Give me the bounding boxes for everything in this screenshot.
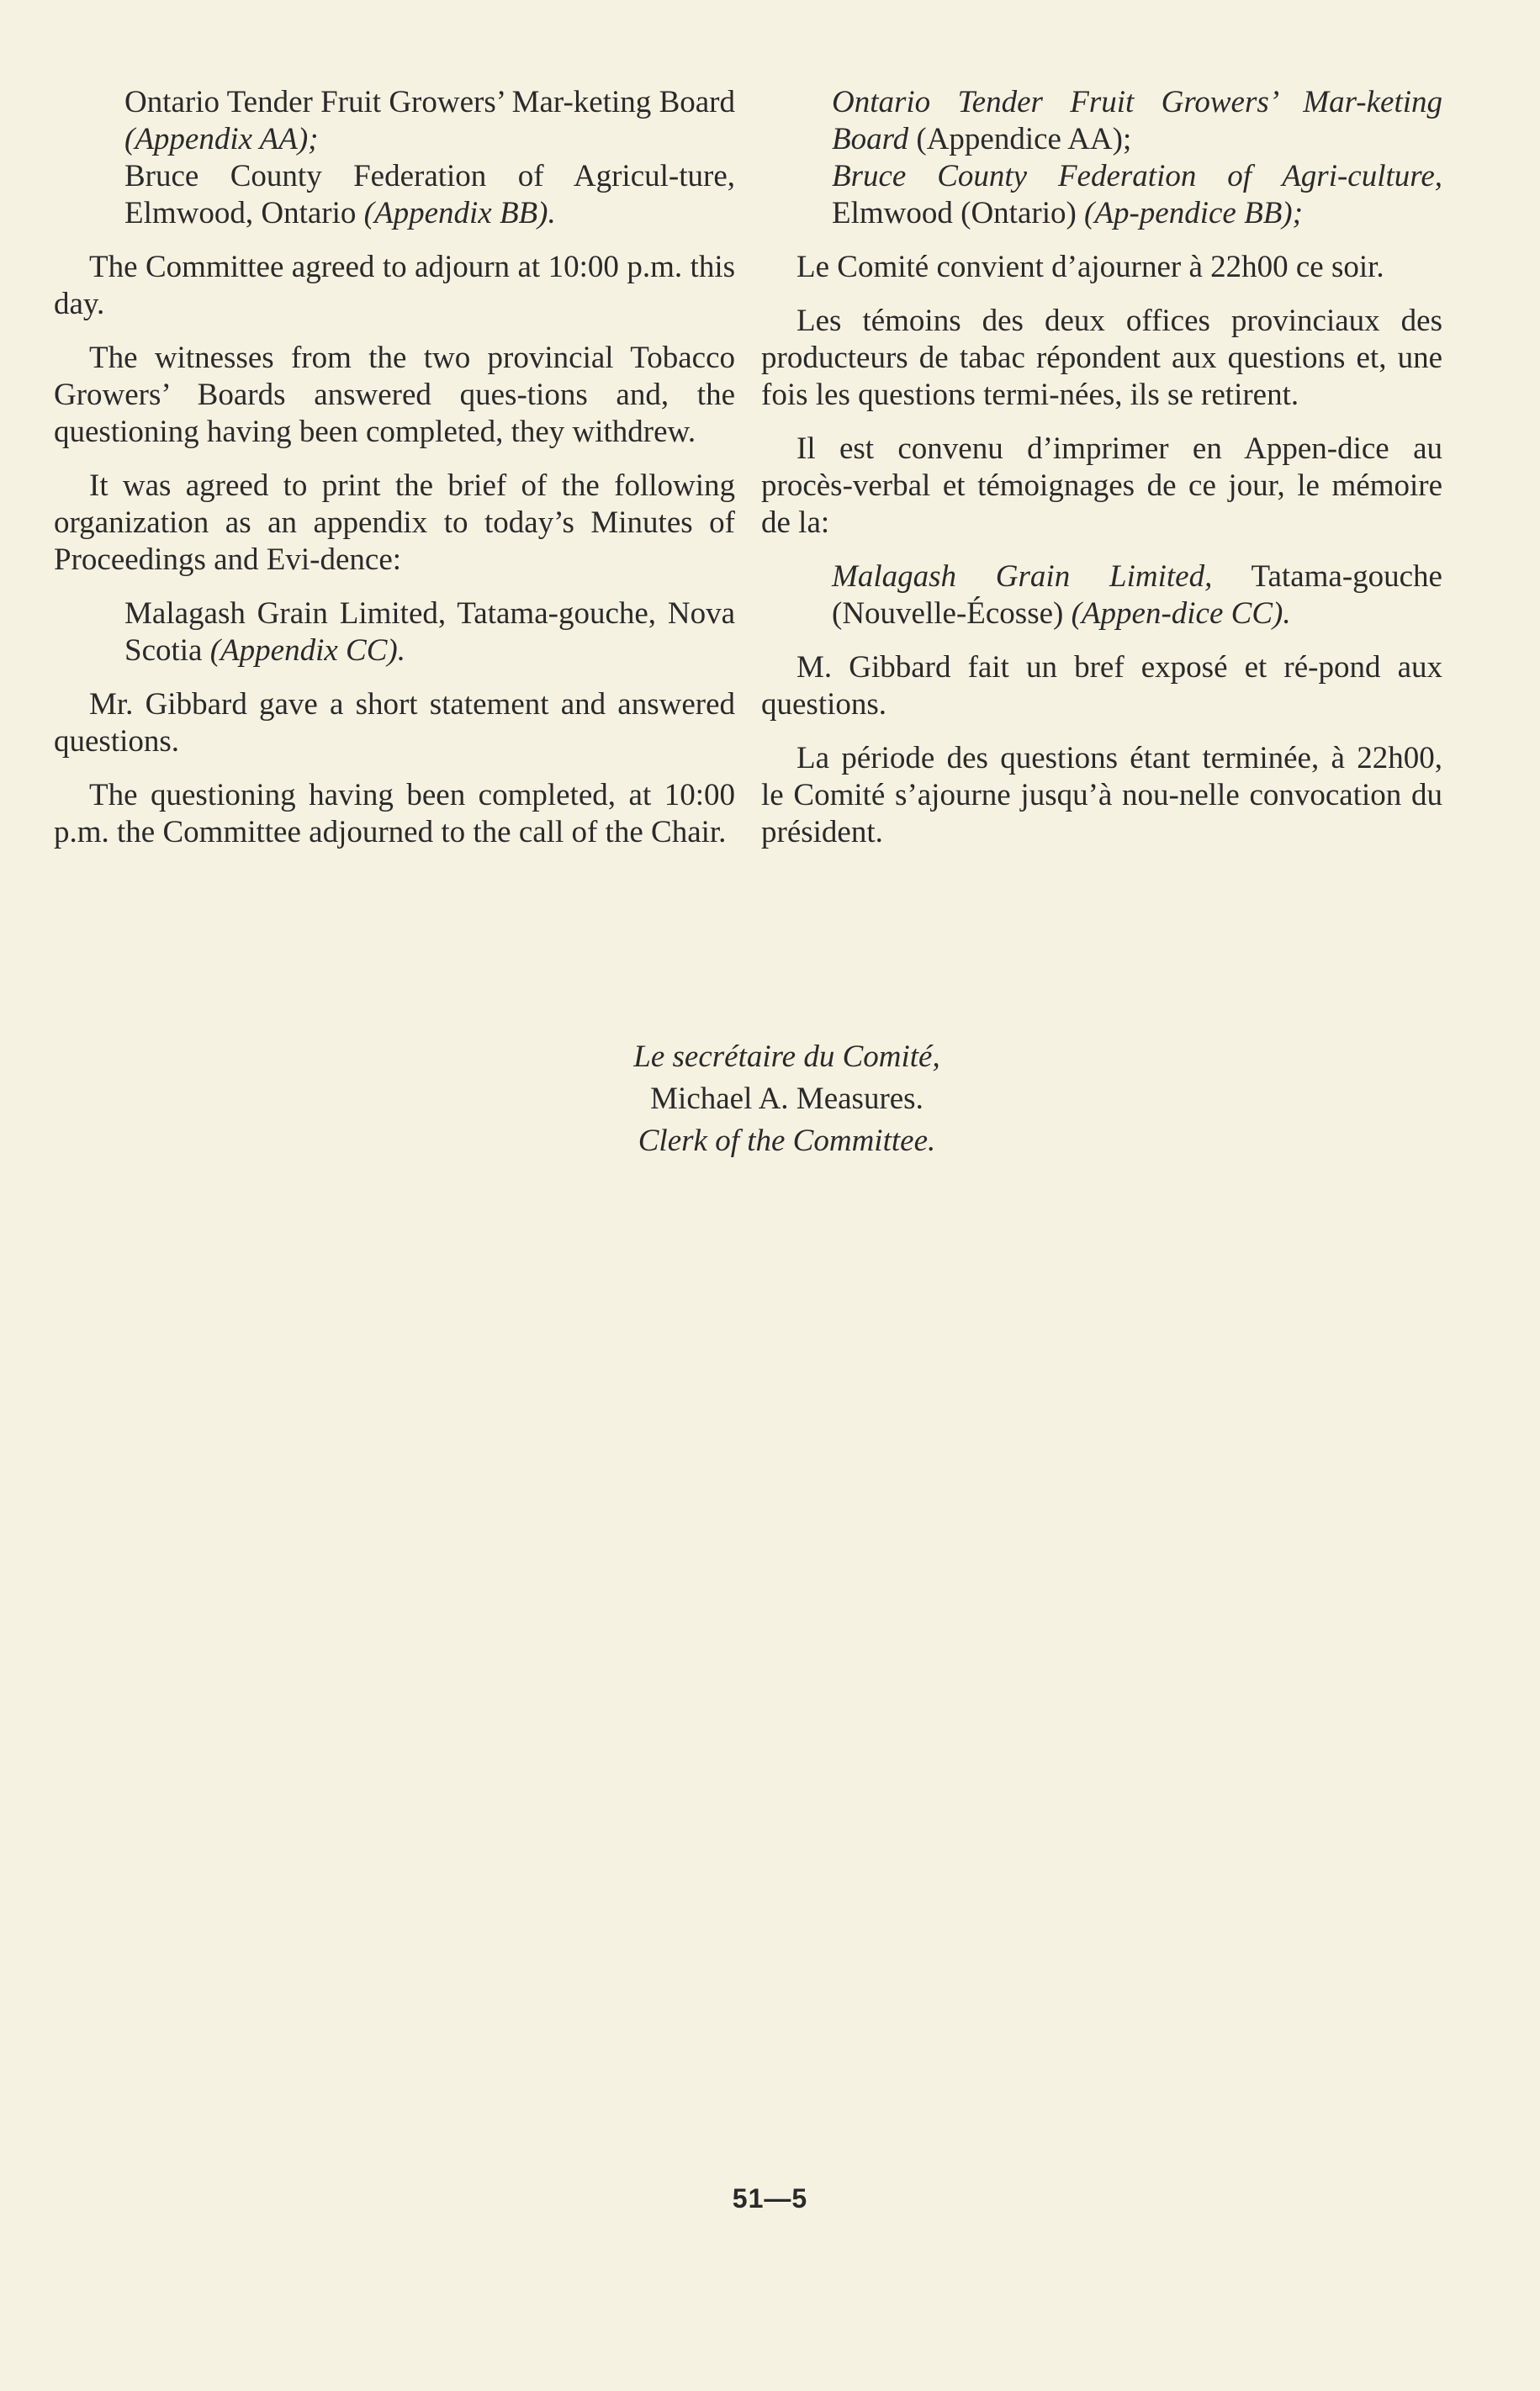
gibbard-en: Mr. Gibbard gave a short statement and answered questions. — [54, 687, 735, 759]
org-name: Ontario Tender Fruit Growers’ Mar-keting Board — [124, 85, 735, 119]
clerk-name: Michael A. Measures. — [650, 1082, 923, 1116]
adjourn-agreement-fr: Le Comité convient d’ajourner à 22h00 ce soir. — [796, 250, 1384, 284]
appendix-list-fr — [761, 84, 1442, 232]
english-column — [54, 84, 735, 868]
appendix-item-bb-fr — [832, 158, 1442, 232]
page-number: 51—5 — [732, 2183, 808, 2214]
gibbard-fr: M. Gibbard fait un bref exposé et ré-pond aux questions. — [761, 650, 1442, 722]
signature-block — [0, 1036, 1540, 1162]
org-name: Ontario Tender Fruit Growers’ Mar-keting Board — [832, 85, 1442, 156]
appendix-item-aa-fr — [832, 84, 1442, 158]
org-name: Bruce County Federation of Agri-culture, — [832, 159, 1442, 193]
closing-fr: La période des questions étant terminée, à 22h00, le Comité s’ajourne jusqu’à nou-nelle convocation du président. — [761, 741, 1442, 849]
org-name: Bruce County Federation of Agricul-ture, Elmwood, Ontario — [124, 159, 735, 230]
appendix-list-en — [54, 84, 735, 232]
appendix-ref: (Appendice AA); — [916, 122, 1132, 156]
clerk-title-en: Clerk of the Committee. — [638, 1124, 936, 1158]
org-name: Malagash Grain Limited, — [832, 559, 1213, 594]
closing-en: The questioning having been completed, at 10:00 p.m. the Committee adjourned to the call of the Chair. — [54, 778, 735, 849]
org-name: Malagash Grain Limited, Tatama-gouche, Nova Scotia — [124, 596, 735, 668]
place-name: Tatama-gouche (Nouvelle-Écosse) — [832, 559, 1442, 631]
print-brief-en: It was agreed to print the brief of the following organization as an appendix to today’s Minutes of Proceedings and Evi-dence: — [54, 468, 735, 577]
place-name: Elmwood (Ontario) — [832, 196, 1077, 230]
french-column — [761, 84, 1442, 868]
appendix-item-aa-en — [124, 84, 735, 158]
malagash-item-en — [54, 595, 735, 669]
witnesses-en: The witnesses from the two provincial Tobacco Growers’ Boards answered ques-tions and, the questioning having been completed, they withdrew. — [54, 341, 735, 449]
appendix-ref: (Appendix AA); — [124, 122, 319, 156]
appendix-ref: (Appendix CC). — [209, 633, 405, 668]
appendix-ref: (Appen-dice CC). — [1071, 596, 1291, 631]
secretary-title-fr: Le secrétaire du Comité, — [633, 1039, 940, 1074]
appendix-ref: (Appendix BB). — [363, 196, 556, 230]
appendix-item-bb-en — [124, 158, 735, 232]
malagash-item-fr — [761, 558, 1442, 632]
appendix-ref: (Ap-pendice BB); — [1084, 196, 1303, 230]
witnesses-fr: Les témoins des deux offices provinciaux des producteurs de tabac répondent aux questions et, une fois les questions termi-nées, ils se retirent. — [761, 304, 1442, 412]
adjourn-agreement-en: The Committee agreed to adjourn at 10:00 p.m. this day. — [54, 250, 735, 321]
print-brief-fr: Il est convenu d’imprimer en Appen-dice au procès-verbal et témoignages de ce jour, le mémoire de la: — [761, 431, 1442, 540]
